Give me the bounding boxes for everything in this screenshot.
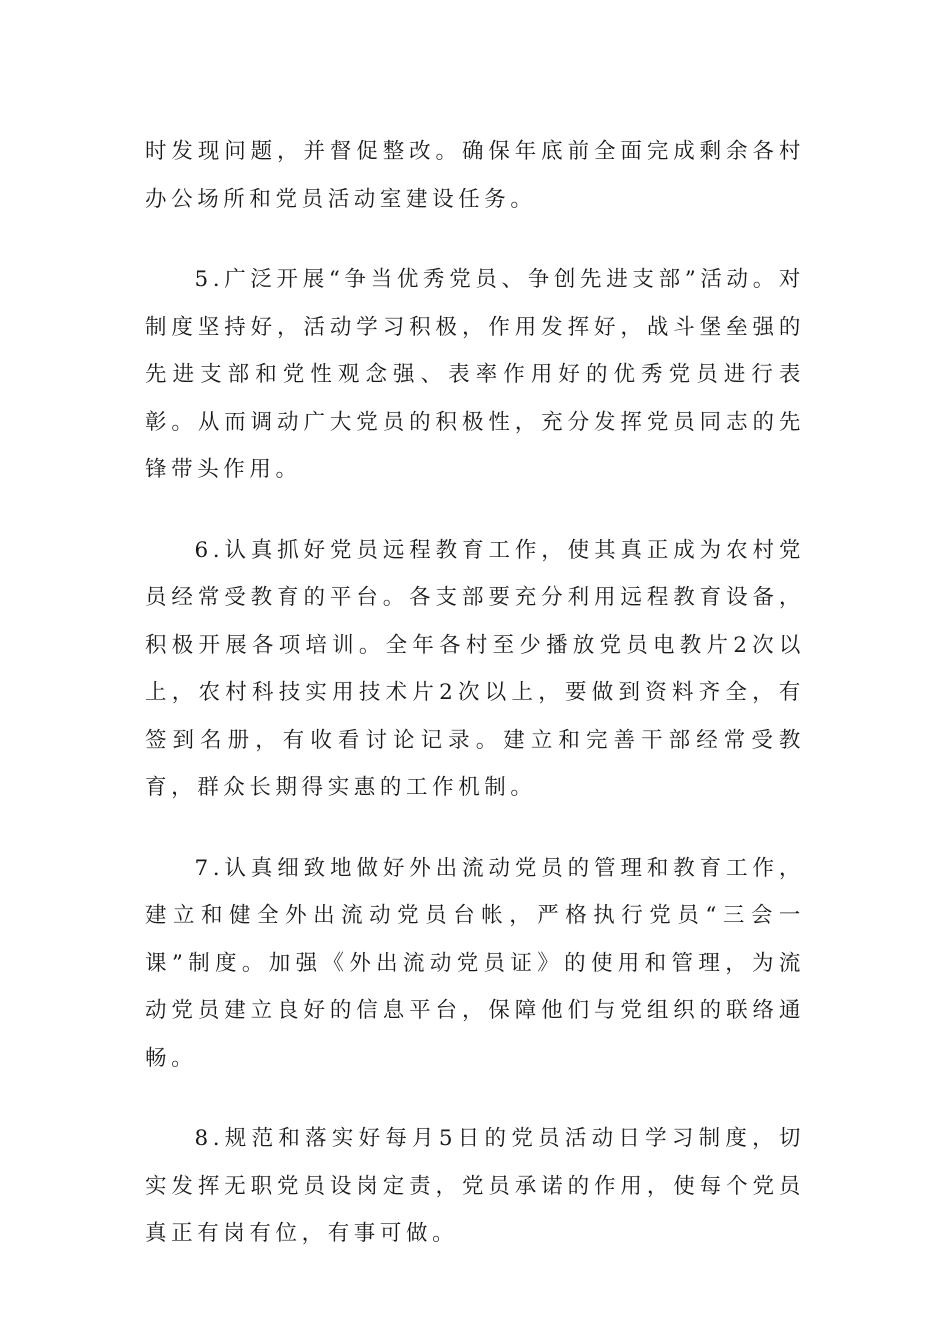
- paragraph-continuation: 时发现问题，并督促整改。确保年底前全面完成剩余各村办公场所和党员活动室建设任务。: [145, 139, 805, 212]
- paragraph-item-6: 6.认真抓好党员远程教育工作，使其真正成为农村党员经常受教育的平台。各支部要充分利用远程教育设备，积极开展各项培训。全年各村至少播放党员电教片2次以上，农村科技实用技术片2次以上，要做到资料齐全，有签到名册，有收看讨论记录。建立和完善干部经常受教育，群众长期得实惠的工作机制。: [145, 537, 805, 800]
- paragraph-item-8: 8.规范和落实好每月5日的党员活动日学习制度，切实发挥无职党员设岗定责，党员承诺的作用，使每个党员真正有岗有位，有事可做。: [145, 1126, 805, 1246]
- paragraph-item-7: 7.认真细致地做好外出流动党员的管理和教育工作，建立和健全外出流动党员台帐，严格执行党员“三会一课”制度。加强《外出流动党员证》的使用和管理，为流动党员建立良好的信息平台，保障他们与党组织的联络通畅。: [145, 855, 805, 1071]
- paragraph-item-5: 5.广泛开展“争当优秀党员、争创先进支部”活动。对制度坚持好，活动学习积极，作用发挥好，战斗堡垒强的先进支部和党性观念强、表率作用好的优秀党员进行表彰。从而调动广大党员的积极性，充分发挥党员同志的先锋带头作用。: [145, 267, 805, 482]
- document-page: [145, 128, 805, 1291]
